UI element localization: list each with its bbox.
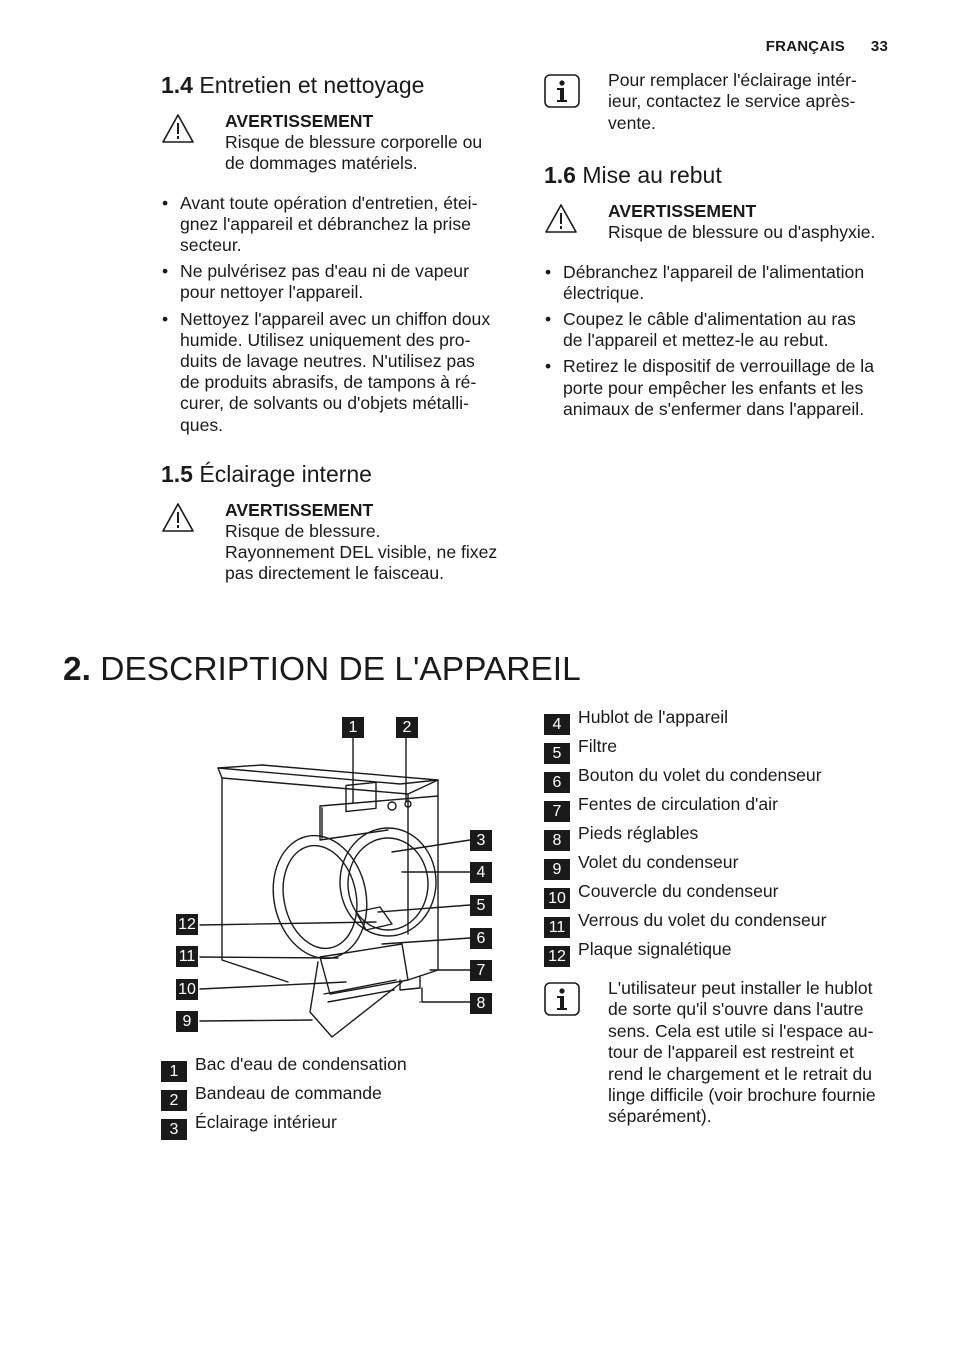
section-1-5-title xyxy=(161,459,513,489)
section-title: Éclairage interne xyxy=(199,460,372,487)
text-line: Pour remplacer l'éclairage intér- xyxy=(608,70,857,90)
warning-triangle-icon xyxy=(161,111,195,175)
text-line: L'utilisateur peut installer le hublot xyxy=(608,978,873,998)
warning-block xyxy=(161,500,513,585)
callout-10: 10 xyxy=(176,979,198,1000)
text-line: Plaque signalétique xyxy=(578,939,732,959)
callout-3: 3 xyxy=(470,830,492,851)
section-title: Entretien et nettoyage xyxy=(199,72,425,98)
text-line: 1 xyxy=(161,1061,187,1082)
text-line: 8 xyxy=(544,830,570,851)
section-1-6-title xyxy=(544,160,896,190)
text-line: secteur. xyxy=(180,235,242,256)
legend-item xyxy=(544,938,826,967)
text-line: Fentes de circulation d'air xyxy=(578,794,778,814)
callout-5: 5 xyxy=(470,895,492,916)
callout-1: 1 xyxy=(342,717,364,738)
info-block xyxy=(544,70,896,134)
text-line: de sorte qu'il s'ouvre dans l'autre xyxy=(608,999,864,1020)
text-line: 10 xyxy=(544,888,570,909)
text-line: Verrous du volet du condenseur xyxy=(578,910,827,930)
callout-9: 9 xyxy=(176,1011,198,1032)
text-line: 4 xyxy=(544,714,570,735)
text-line: Couvercle du condenseur xyxy=(578,881,779,901)
text-line: 5 xyxy=(544,743,570,764)
warning-line: Risque de blessure. xyxy=(225,521,381,542)
text-line: Éclairage intérieur xyxy=(195,1112,337,1132)
text-line: Retirez le dispositif de verrouillage de la xyxy=(563,356,874,377)
text-line: 2 xyxy=(161,1090,187,1111)
list-item: • Nettoyez l'appareil avec un chiffon doux humide. Utilisez uniquement des pro- duits de lavage neutres. N'utilisez pas de produits abrasifs, de tampons à ré- curer, de solvants ou d'objets métalli- ques. xyxy=(161,309,513,436)
disposal-list xyxy=(544,262,896,420)
text-line: Débranchez l'appareil de l'alimentation xyxy=(563,261,865,282)
chapter-title-text: DESCRIPTION DE L'APPAREIL xyxy=(100,651,581,688)
legend-item xyxy=(544,909,826,938)
legend-left xyxy=(161,1053,407,1140)
legend-item xyxy=(544,822,826,851)
text-line: Volet du condenseur xyxy=(578,852,739,872)
chapter-number: 2. xyxy=(63,651,91,688)
text-line: vente. xyxy=(608,112,656,133)
legend-item xyxy=(544,735,826,764)
warning-line: Risque de blessure corporelle ou xyxy=(225,132,483,153)
section-title: Mise au rebut xyxy=(582,162,722,189)
text-line: animaux de s'enfermer dans l'appareil. xyxy=(563,398,865,419)
text-line: Hublot de l'appareil xyxy=(578,707,729,727)
warning-line: pas directement le faisceau. xyxy=(225,563,445,584)
warning-line: Rayonnement DEL visible, ne fixez xyxy=(225,542,498,563)
legend-item xyxy=(544,706,826,735)
text-line: pour nettoyer l'appareil. xyxy=(180,282,364,303)
list-item: • Débranchez l'appareil de l'alimentation électrique. xyxy=(544,262,896,304)
warning-triangle-icon xyxy=(161,500,195,585)
callout-6: 6 xyxy=(470,928,492,949)
section-1-4-title xyxy=(161,70,513,100)
text-line: ieur, contactez le service après- xyxy=(608,91,856,112)
warning-line: Risque de blessure ou d'asphyxie. xyxy=(608,222,876,243)
warning-title: AVERTISSEMENT xyxy=(225,499,374,520)
list-item: • Avant toute opération d'entretien, étei- gnez l'appareil et débranchez la prise secteur. xyxy=(161,193,513,257)
warning-title: AVERTISSEMENT xyxy=(225,111,374,131)
text-line: Filtre xyxy=(578,736,618,756)
legend-item xyxy=(544,851,826,880)
text-line: 9 xyxy=(544,859,570,880)
callout-2: 2 xyxy=(396,717,418,738)
text-line: gnez l'appareil et débranchez la prise xyxy=(180,213,471,234)
text-line: de l'appareil et mettez-le au rebut. xyxy=(563,330,829,351)
warning-triangle-icon xyxy=(544,201,578,243)
text-line: Nettoyez l'appareil avec un chiffon doux xyxy=(180,308,491,329)
text-line: de produits abrasifs, de tampons à ré- xyxy=(180,372,477,393)
info-icon xyxy=(544,978,580,1128)
warning-line: de dommages matériels. xyxy=(225,153,418,174)
text-line: Bandeau de commande xyxy=(195,1083,382,1103)
legend-item xyxy=(161,1082,407,1111)
text-line: 11 xyxy=(544,917,570,938)
chapter-title xyxy=(63,648,581,692)
text-line: humide. Utilisez uniquement des pro- xyxy=(180,329,471,350)
text-line: Pieds réglables xyxy=(578,823,699,843)
text-line: 3 xyxy=(161,1119,187,1140)
list-item: • Coupez le câble d'alimentation au ras de l'appareil et mettez-le au rebut. xyxy=(544,309,896,351)
legend-item xyxy=(161,1111,407,1140)
page-header xyxy=(766,38,888,55)
language-label: FRANÇAIS xyxy=(765,38,845,55)
text-line: 7 xyxy=(544,801,570,822)
text-line: Coupez le câble d'alimentation au ras xyxy=(563,309,856,330)
text-line: séparément). xyxy=(608,1106,712,1127)
text-line: tour de l'appareil est restreint et xyxy=(608,1042,854,1063)
section-number: 1.6 xyxy=(544,162,576,189)
text-line: porte pour empêcher les enfants et les xyxy=(563,377,864,398)
text-line: Bac d'eau de condensation xyxy=(195,1054,407,1074)
text-line: 12 xyxy=(544,946,570,967)
legend-right xyxy=(544,706,826,967)
callout-4: 4 xyxy=(470,862,492,883)
text-line: duits de lavage neutres. N'utilisez pas xyxy=(180,351,475,372)
info-block-door xyxy=(544,978,896,1128)
section-number: 1.4 xyxy=(161,72,193,98)
warning-block xyxy=(161,111,513,175)
callout-8: 8 xyxy=(470,993,492,1014)
list-item: • Ne pulvérisez pas d'eau ni de vapeur pour nettoyer l'appareil. xyxy=(161,261,513,303)
maintenance-list xyxy=(161,193,513,436)
text-line: sens. Cela est utile si l'espace au- xyxy=(608,1020,874,1041)
text-line: 6 xyxy=(544,772,570,793)
legend-item xyxy=(544,880,826,909)
page-number: 33 xyxy=(870,38,888,55)
text-line: Bouton du volet du condenseur xyxy=(578,765,822,785)
legend-item xyxy=(544,793,826,822)
dryer-illustration xyxy=(170,712,500,1052)
legend-item xyxy=(544,764,826,793)
info-icon xyxy=(544,70,580,134)
text-line: rend le chargement et le retrait du xyxy=(608,1063,873,1084)
callout-7: 7 xyxy=(470,960,492,981)
left-column xyxy=(161,70,513,585)
text-line: ques. xyxy=(180,414,224,435)
text-line: curer, de solvants ou d'objets métalli- xyxy=(180,393,469,414)
warning-title: AVERTISSEMENT xyxy=(608,201,757,222)
list-item: • Retirez le dispositif de verrouillage de la porte pour empêcher les enfants et les animaux de s'enfermer dans l'appareil. xyxy=(544,356,896,420)
text-line: Ne pulvérisez pas d'eau ni de vapeur xyxy=(180,261,469,282)
text-line: Avant toute opération d'entretien, étei- xyxy=(180,192,478,213)
callout-12: 12 xyxy=(176,914,198,935)
text-line: linge difficile (voir brochure fournie xyxy=(608,1085,876,1106)
right-column xyxy=(544,70,896,425)
legend-item xyxy=(161,1053,407,1082)
warning-block xyxy=(544,201,896,243)
callout-11: 11 xyxy=(176,946,198,967)
section-number: 1.5 xyxy=(161,460,193,487)
text-line: électrique. xyxy=(563,282,645,303)
